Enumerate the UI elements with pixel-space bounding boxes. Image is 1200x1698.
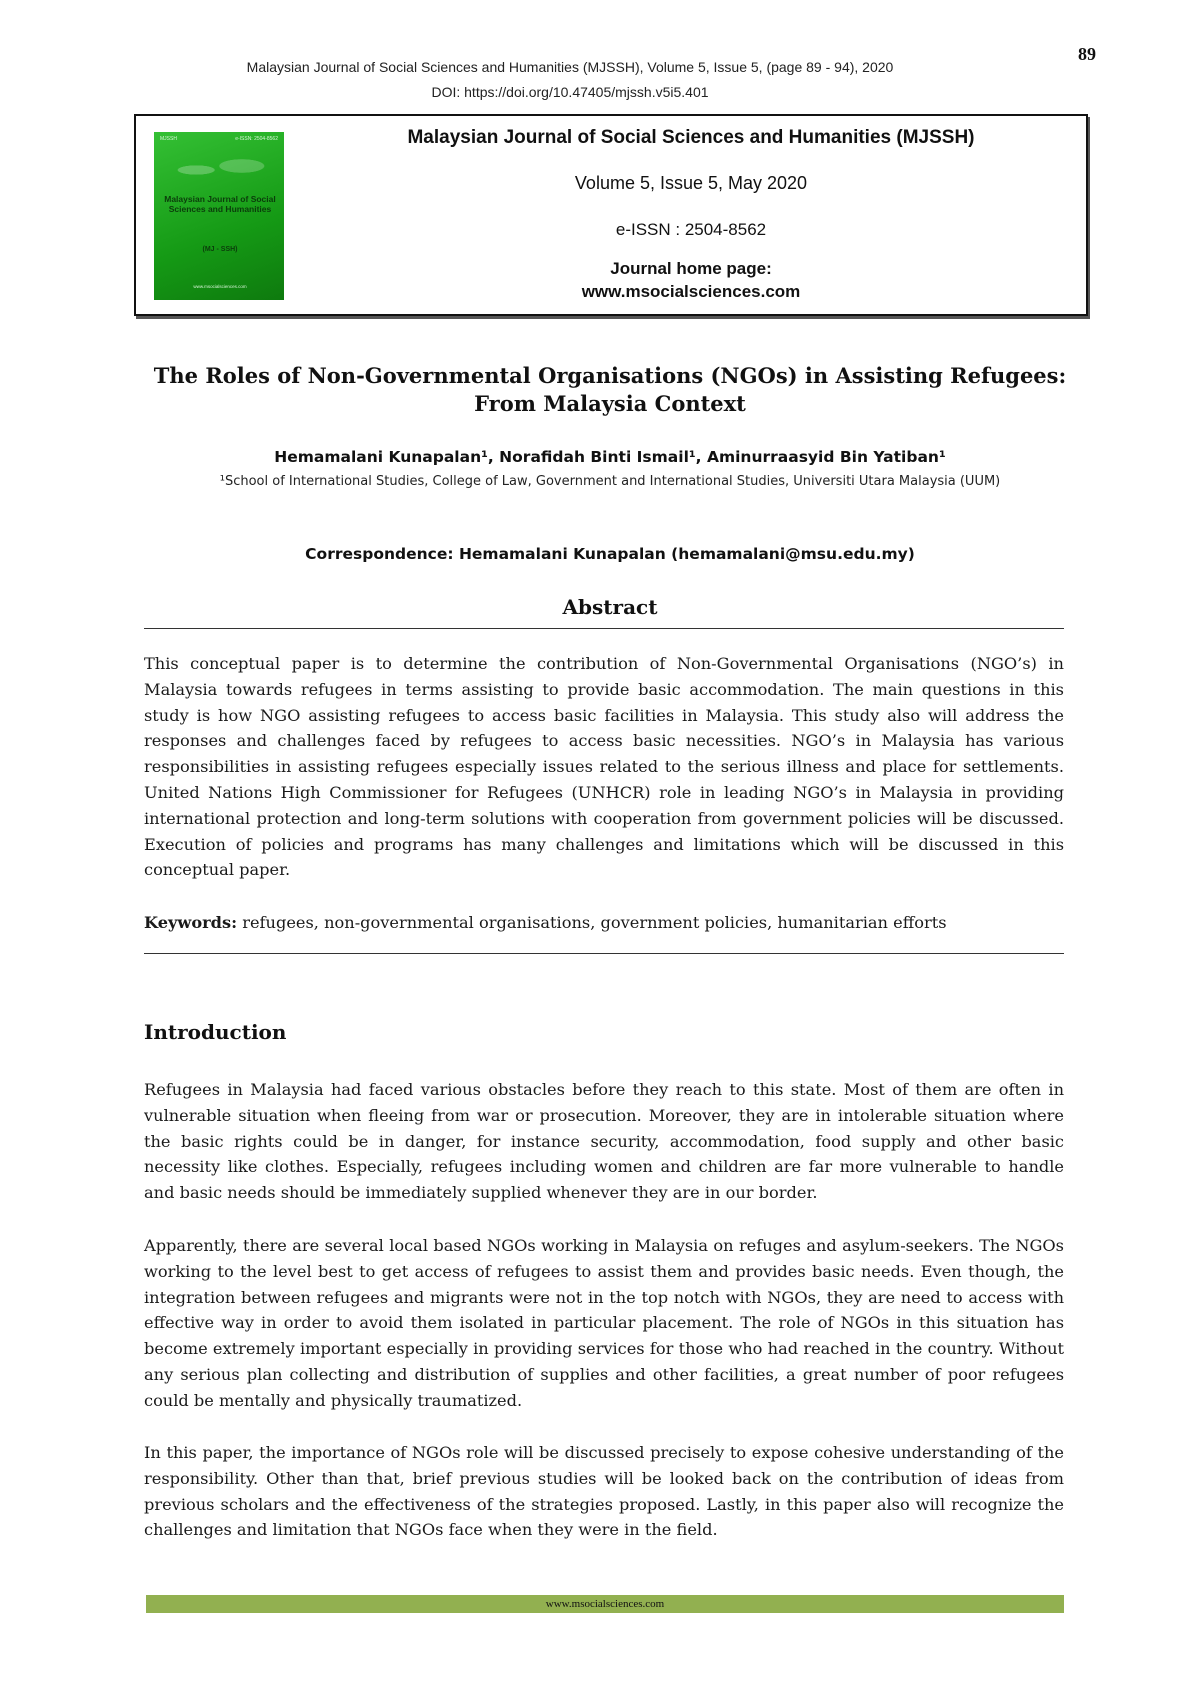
author-affiliation: ¹School of International Studies, College of Law, Government and International Studies, Universiti Utara Malaysia (UUM) [219,474,1001,489]
abstract-bottom-rule [144,953,1064,954]
introduction-paragraph: In this paper, the importance of NGOs role will be discussed precisely to expose cohesive understanding of the responsibility. Other than that, brief previous studies will be looked back on the contribution of ideas from previous scholars and the effectiveness of the strategies proposed. Lastly, in this paper also will recognize the challenges and limitation that NGOs face when they were in the field. [144,1443,1064,1540]
introduction-paragraph: Apparently, there are several local based NGOs working in Malaysia on refuges and asylum-seekers. The NGOs working to the level best to get access of refugees to assist them and provides basic needs. Even though, the integration between refugees and migrants were not in the top notch with NGOs, they are need to access with effective way in order to avoid them isolated in particular placement. The role of NGOs in this situation has become extremely important especially in providing services for those who had reached in the country. Without any serious plan collecting and distribution of supplies and other facilities, a great number of poor refugees could be mentally and physically traumatized. [144,1236,1064,1410]
homepage-link[interactable]: www.msocialsciences.com [581,282,801,301]
footer-bar [146,1595,1064,1613]
journal-cover-image [154,132,284,300]
keywords-label: Keywords: [144,913,238,932]
cover-world-map [162,150,276,190]
cover-topbar [160,136,278,142]
cover-footer: www.msocialsciences.com [193,284,247,289]
abstract-top-rule [144,628,1064,629]
journal-issn: e-ISSN : 2504-8562 [615,220,767,239]
author-list: Hemamalani Kunapalan¹, Norafidah Binti Ismail¹, Aminurraasyid Bin Yatiban¹ [274,448,946,466]
cover-topbar-left: MJSSH [160,136,177,142]
introduction-paragraph: Refugees in Malaysia had faced various obstacles before they reach to this state. Most of them are often in vulnerable situation when fleeing from war or prosecution. Moreover, they are in intolerable situation where the basic rights could be in danger, for instance security, accommodation, food supply and other basic necessity like clothes. Especially, refugees including women and children are far more vulnerable to handle and basic needs should be immediately supplied whenever they are in our border. [144,1080,1064,1203]
cover-topbar-right: e-ISSN: 2504-8562 [235,136,278,142]
running-header-doi: DOI: https://doi.org/10.47405/mjssh.v5i5.401 [431,84,709,100]
journal-volume: Volume 5, Issue 5, May 2020 [574,173,808,193]
running-header-citation: Malaysian Journal of Social Sciences and Humanities (MJSSH), Volume 5, Issue 5, (page 89 - 94), 2020 [246,59,894,75]
paper-title: The Roles of Non-Governmental Organisations (NGOs) in Assisting Refugees: From Malaysia Context [153,363,1067,416]
cover-title: Malaysian Journal of Social Sciences and Humanities [164,194,276,214]
footer-link[interactable]: www.msocialsciences.com [545,1598,665,1610]
page-number: 89 [1078,44,1096,64]
homepage-label: Journal home page: [610,259,772,278]
abstract-body: This conceptual paper is to determine the contribution of Non-Governmental Organisations (NGO’s) in Malaysia towards refugees in terms assisting to provide basic accommodation. The main questions in this study is how NGO assisting refugees to access basic facilities in Malaysia. This study also will address the responses and challenges faced by refugees to access basic necessities. NGO’s in Malaysia has various responsibilities in assisting refugees especially issues related to the serious illness and place for settlements. United Nations High Commissioner for Refugees (UNHCR) role in leading NGO’s in Malaysia in providing international protection and long-term solutions with cooperation from government policies will be discussed. Execution of policies and programs has many challenges and limitations which will be discussed in this conceptual paper. [144,654,1064,880]
cover-abbreviation: (MJ - SSH) [202,246,238,253]
abstract-heading: Abstract [562,595,658,619]
keywords-list: refugees, non-governmental organisations, government policies, humanitarian efforts [237,913,947,932]
correspondence: Correspondence: Hemamalani Kunapalan (hemamalani@msu.edu.my) [305,545,915,563]
keywords [144,910,1064,936]
introduction-heading: Introduction [144,1020,287,1044]
journal-info-box [134,114,1088,316]
journal-name: Malaysian Journal of Social Sciences and Humanities (MJSSH) [407,127,975,148]
